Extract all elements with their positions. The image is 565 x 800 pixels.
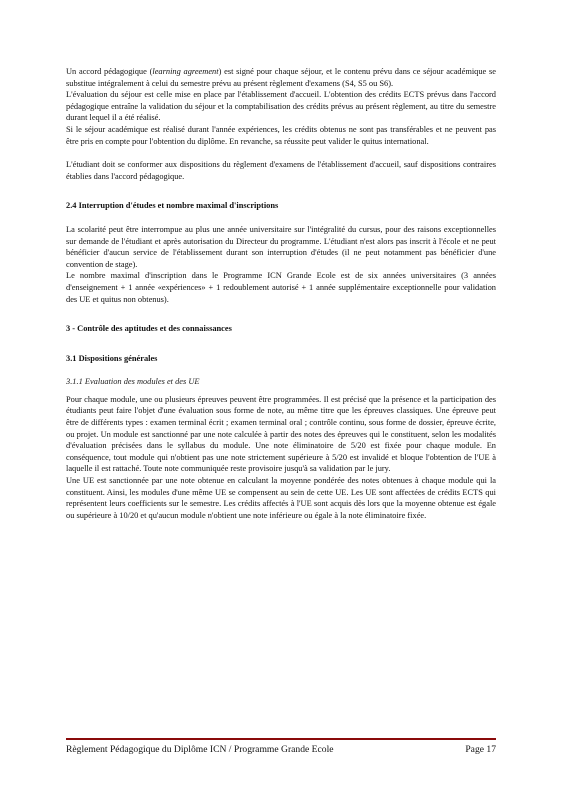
- intro-paragraph-1: [66, 66, 496, 89]
- footer-title: Règlement Pédagogique du Diplôme ICN / Programme Grande Ecole: [66, 744, 334, 755]
- section-3-1-paragraph-2: Une UE est sanctionnée par une note obtenue en calculant la moyenne pondérée des notes obtenues à chaque module qui la constituent. Ainsi, les modules d'une même UE se compensent au sein de cette UE. Les UE sont affectées de crédits ECTS qui représentent leurs coefficients sur le semestre. Les crédits affectés à l'UE sont acquis dès lors que la moyenne obtenue est égale ou supérieure à 10/20 et qu'aucun module n'obtient une note inférieure ou égale à la note éliminatoire fixée.: [66, 476, 496, 520]
- section-3-1-1-subheading: 3.1.1 Evaluation des modules et des UE: [66, 377, 200, 387]
- section-2-4-paragraph-1: La scolarité peut être interrompue au plus une année universitaire sur l'intégralité du cursus, pour des raisons exceptionnelles sur demande de l'étudiant et après autorisation du Directeur du programme. L'étudiant n'est alors pas inscrit à l'école et ne peut bénéficier d'aucun service de l'établissement durant son interruption d'études (il ne peut notamment pas bénéficier d'une convention de stage).: [66, 224, 496, 269]
- page-footer: [66, 738, 496, 755]
- section-3-heading: 3 - Contrôle des aptitudes et des connaissances: [66, 324, 232, 334]
- page-number: Page 17: [465, 744, 496, 755]
- intro-paragraph-2: L'évaluation du séjour est celle mise en place par l'établissement d'accueil. L'obtention des crédits ECTS prévus dans l'accord pédagogique entraîne la validation du séjour et la comptabilisation des crédits prévus au présent règlement, au titre du semestre durant lequel il a été réalisé.: [66, 90, 496, 123]
- section-2-4-heading: 2.4 Interruption d'études et nombre maximal d'inscriptions: [66, 201, 279, 211]
- document-body: [66, 66, 496, 521]
- section-2-4-paragraph-2: Le nombre maximal d'inscription dans le Programme ICN Grande Ecole est de six années universitaires (3 années d'enseignement + 1 année «expériences» + 1 redoublement autorisé + 1 année supplémentaire exceptionnelle pour validation des UE et quitus non obtenus).: [66, 271, 496, 304]
- section-3-1-heading: 3.1 Dispositions générales: [66, 353, 158, 363]
- intro-paragraph-4: L'étudiant doit se conformer aux dispositions du règlement d'examens de l'établissement d'accueil, sauf dispositions contraires établies dans l'accord pédagogique.: [66, 160, 496, 181]
- learning-agreement-term: learning agreement: [152, 67, 219, 76]
- intro-text-cont: ) est signé pour chaque séjour, et le contenu prévu dans ce séjour académique se substitue intégralement à celui du semestre prévu au présent règlement d'examens (S4, S5 ou S6).: [66, 67, 496, 88]
- section-3-1-paragraph-1: Pour chaque module, une ou plusieurs épreuves peuvent être programmées. Il est précisé que la présence et la participation des étudiants peut faire l'objet d'une évaluation sous forme de note, au même titre que les épreuves classiques. Une épreuve peut être de différents types : examen terminal écrit ; examen terminal oral ; contrôle continu, sous forme de dossier, épreuve écrite, ou projet. Un module est sanctionné par une note calculée à partir des notes des épreuves qui le constituent, selon les modalités d'évaluation précisées dans le syllabus du module. Une note éliminatoire de 5/20 est fixée pour chaque module. En conséquence, tout module qui n'obtient pas une note strictement supérieure à 5/20 est invalidé et bloque l'obtention de l'UE à laquelle il est rattaché. Toute note communiquée reste provisoire jusqu'à sa validation par le jury.: [66, 394, 496, 474]
- intro-text: Un accord pédagogique (: [66, 67, 153, 76]
- intro-paragraph-3: Si le séjour académique est réalisé durant l'année expériences, les crédits obtenus ne sont pas transférables et ne peuvent pas être pris en compte pour l'obtention du diplôme. En revanche, sa réussite peut valider le quitus international.: [66, 124, 496, 146]
